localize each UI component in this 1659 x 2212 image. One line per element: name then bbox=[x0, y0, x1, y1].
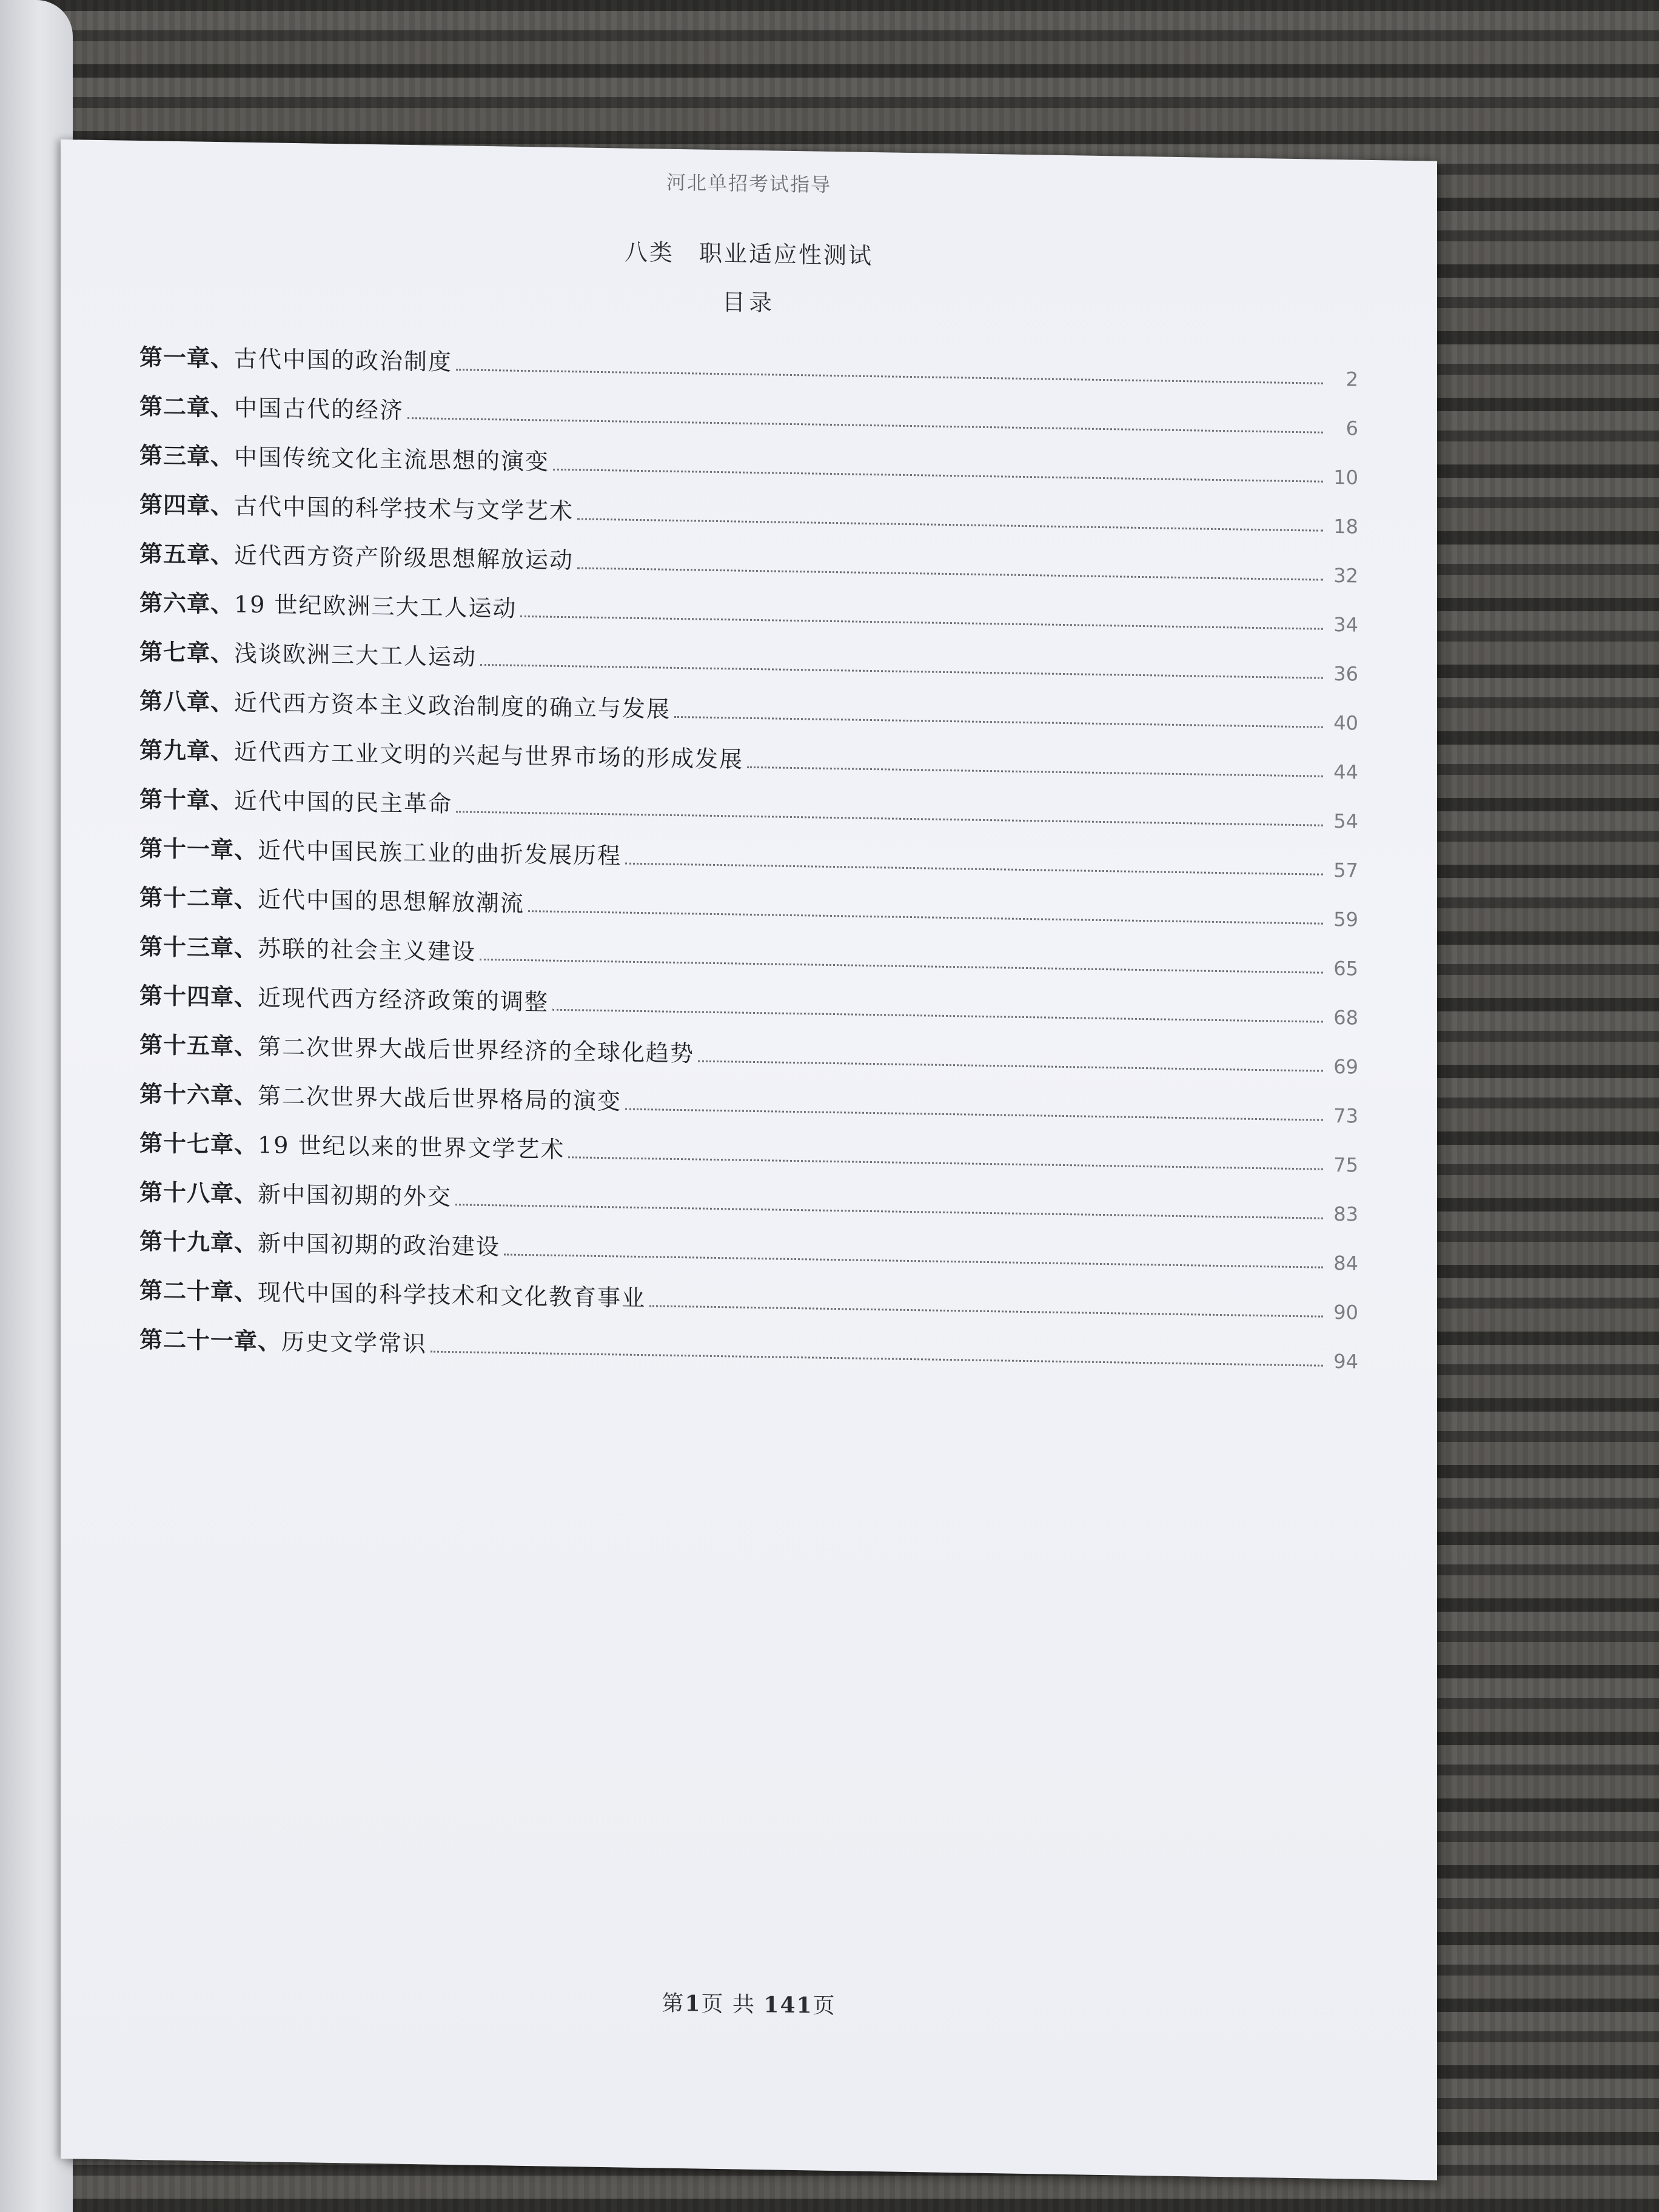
toc-page-number: 75 bbox=[1333, 1153, 1358, 1177]
toc-page-number: 44 bbox=[1333, 760, 1358, 784]
toc-chapter-number: 第十七章、 bbox=[139, 1129, 258, 1159]
toc-chapter-title: 近代西方资本主义政治制度的确立与发展 bbox=[234, 689, 671, 723]
subject-heading: 八类 职业适应性测试 bbox=[624, 238, 873, 270]
toc-chapter-title: 近代中国的思想解放潮流 bbox=[258, 886, 525, 917]
toc-chapter-title: 近代西方工业文明的兴起与世界市场的形成发展 bbox=[234, 738, 744, 773]
toc-chapter-number: 第九章、 bbox=[139, 736, 235, 765]
toc-chapter-title: 现代中国的科学技术和文化教育事业 bbox=[258, 1279, 646, 1312]
toc-page-number: 59 bbox=[1333, 907, 1358, 931]
toc-page-number: 65 bbox=[1333, 956, 1358, 980]
page-footer bbox=[61, 1977, 1437, 2029]
toc-chapter-title: 古代中国的政治制度 bbox=[234, 345, 453, 376]
toc-chapter-title: 苏联的社会主义建设 bbox=[258, 935, 477, 965]
toc-page-number: 32 bbox=[1333, 563, 1358, 588]
footer-middle: 页 共 bbox=[701, 1991, 764, 2018]
toc-chapter-title: 近代中国民族工业的曲折发展历程 bbox=[258, 837, 622, 870]
toc-page-number: 34 bbox=[1333, 612, 1358, 637]
toc-page-number: 83 bbox=[1333, 1202, 1358, 1226]
toc-chapter-title: 第二次世界大战后世界经济的全球化趋势 bbox=[258, 1033, 695, 1067]
toc-page-number: 2 bbox=[1346, 367, 1358, 391]
toc-chapter-number: 第二章、 bbox=[139, 392, 235, 421]
toc-chapter-title: 19 世纪欧洲三大工人运动 bbox=[234, 591, 517, 622]
toc-chapter-title: 浅谈欧洲三大工人运动 bbox=[234, 640, 477, 671]
table-of-contents bbox=[139, 323, 1358, 1373]
toc-chapter-title: 新中国初期的政治建设 bbox=[258, 1230, 501, 1261]
current-page-number: 1 bbox=[685, 1991, 702, 2017]
toc-chapter-number: 第四章、 bbox=[139, 491, 235, 520]
toc-chapter-number: 第八章、 bbox=[139, 687, 235, 716]
toc-page-number: 57 bbox=[1333, 858, 1358, 882]
toc-chapter-number: 第十三章、 bbox=[139, 933, 258, 962]
toc-page-number: 69 bbox=[1333, 1054, 1358, 1079]
toc-dot-leader bbox=[431, 1351, 1323, 1367]
toc-chapter-number: 第十六章、 bbox=[139, 1080, 258, 1110]
toc-chapter-number: 第十二章、 bbox=[139, 883, 258, 913]
toc-page-number: 6 bbox=[1346, 417, 1358, 440]
footer-prefix: 第 bbox=[662, 1991, 685, 2017]
toc-chapter-title: 第二次世界大战后世界格局的演变 bbox=[258, 1082, 622, 1115]
toc-chapter-number: 第七章、 bbox=[139, 638, 235, 667]
toc-chapter-number: 第十五章、 bbox=[139, 1031, 258, 1061]
toc-chapter-title: 历史文学常识 bbox=[281, 1328, 427, 1358]
toc-page-number: 10 bbox=[1333, 465, 1358, 489]
toc-page-number: 40 bbox=[1333, 711, 1358, 735]
toc-chapter-title: 古代中国的科学技术与文学艺术 bbox=[234, 492, 574, 525]
running-header: 河北单招考试指导 bbox=[666, 170, 831, 196]
toc-page-number: 36 bbox=[1333, 662, 1358, 686]
toc-chapter-title: 近现代西方经济政策的调整 bbox=[258, 984, 549, 1016]
toc-chapter-number: 第十四章、 bbox=[139, 982, 258, 1011]
toc-chapter-number: 第十八章、 bbox=[139, 1178, 258, 1208]
total-pages-number: 141 bbox=[763, 1992, 813, 2019]
footer-suffix: 页 bbox=[813, 1993, 836, 2019]
toc-chapter-title: 19 世纪以来的世界文学艺术 bbox=[258, 1131, 565, 1164]
toc-page-number: 84 bbox=[1333, 1251, 1358, 1275]
toc-chapter-number: 第十一章、 bbox=[139, 834, 258, 864]
toc-page-number: 90 bbox=[1333, 1300, 1358, 1324]
document-page bbox=[61, 139, 1437, 2180]
toc-page-number: 18 bbox=[1333, 514, 1358, 538]
toc-chapter-number: 第二十一章、 bbox=[139, 1326, 282, 1355]
toc-chapter-title: 中国古代的经济 bbox=[234, 394, 404, 424]
toc-chapter-title: 近代中国的民主革命 bbox=[234, 787, 453, 818]
toc-chapter-number: 第十九章、 bbox=[139, 1227, 258, 1257]
toc-chapter-number: 第三章、 bbox=[139, 441, 235, 471]
toc-chapter-title: 近代西方资产阶级思想解放运动 bbox=[234, 541, 574, 574]
toc-chapter-number: 第十章、 bbox=[139, 785, 235, 814]
toc-page-number: 94 bbox=[1333, 1349, 1358, 1373]
toc-page-number: 54 bbox=[1333, 809, 1358, 833]
toc-page-number: 68 bbox=[1333, 1005, 1358, 1030]
toc-chapter-title: 中国传统文化主流思想的演变 bbox=[234, 443, 550, 475]
toc-title: 目录 bbox=[722, 289, 776, 317]
toc-chapter-title: 新中国初期的外交 bbox=[258, 1181, 452, 1211]
toc-chapter-number: 第六章、 bbox=[139, 589, 235, 618]
toc-chapter-number: 第五章、 bbox=[139, 540, 235, 569]
toc-page-number: 73 bbox=[1333, 1104, 1358, 1128]
toc-chapter-number: 第一章、 bbox=[139, 343, 235, 372]
toc-chapter-number: 第二十章、 bbox=[139, 1276, 258, 1306]
